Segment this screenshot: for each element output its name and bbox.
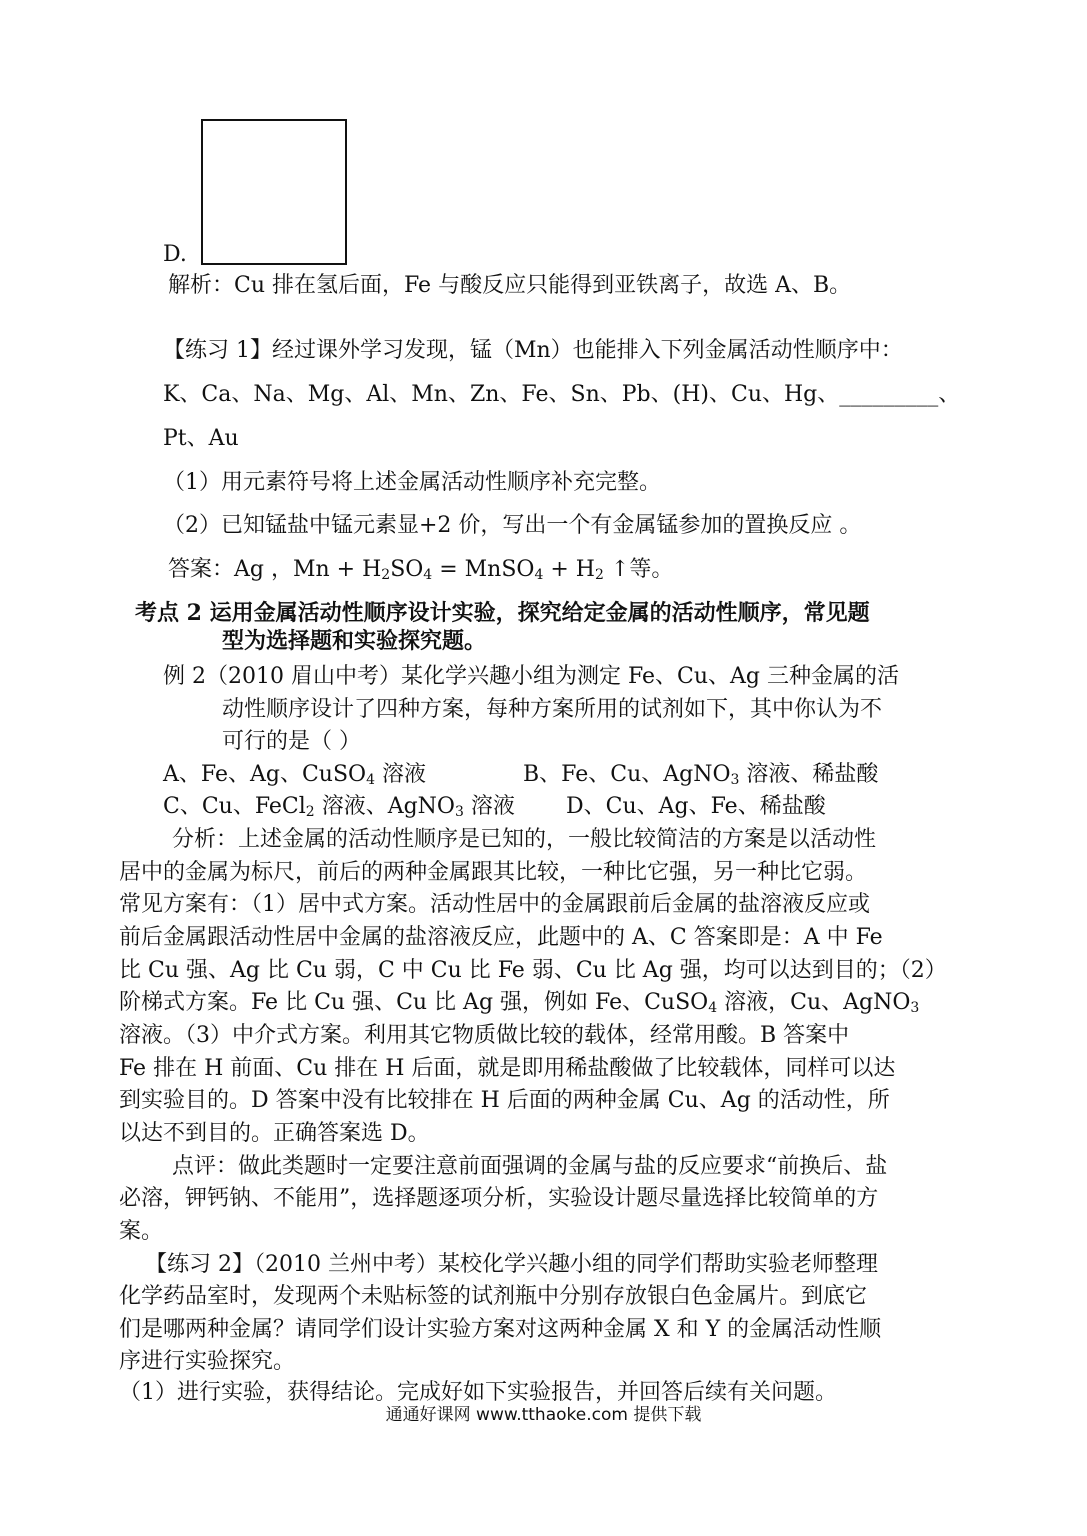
practice-2-line: 们是哪两种金属？请同学们设计实验方案对这两种金属 X 和 Y 的金属活动性顺 (119, 1317, 882, 1342)
analysis-2-line: 常见方案有：（1）居中式方案。活动性居中的金属跟前后金属的盐溶液反应或 (119, 892, 870, 917)
practice-1-answer: 答案：Ag ，$Mn + H_2SO_4$ = MnSO$_4$ + $H_2$ ↑等。 (168, 557, 674, 583)
analysis-2-line: 前后金属跟活动性居中金属的盐溶液反应，此题中的 A、C 答案即是：A 中 Fe (119, 925, 883, 950)
analysis-2-line: 以达不到目的。正确答案选 D。 (119, 1121, 430, 1146)
comment-line: 案。 (119, 1219, 164, 1244)
analysis-2-line: 居中的金属为标尺，前后的两种金属跟其比较，一种比它强，另一种比它弱。 (119, 860, 868, 885)
practice-1-sequence-end: Pt、Au (163, 426, 239, 451)
example-2-line-3: 可行的是（ ） (222, 729, 361, 754)
example-2-line-1: 例 2（2010 眉山中考）某化学兴趣小组为测定 Fe、Cu、Ag 三种金属的活 (163, 664, 900, 689)
analysis-2-line: 溶液。（3）中介式方案。利用其它物质做比较的载体，经常用酸。B 答案中 (119, 1023, 850, 1048)
practice-2-line: 【练习 2】（2010 兰州中考）某校化学兴趣小组的同学们帮助实验老师整理 (145, 1252, 878, 1277)
comment-line: 必溶，钾钙钠、不能用”，选择题逐项分析，实验设计题尽量选择比较简单的方 (119, 1186, 879, 1211)
analysis-2-line: 比 Cu 强、Ag 比 Cu 弱，C 中 Cu 比 Fe 弱、Cu 比 Ag 强，均可以达到目的；（2） (119, 958, 947, 983)
analysis-2-line: 阶梯式方案。Fe 比 Cu 强、Cu 比 Ag 强，例如 Fe、CuSO$_4$ 溶液，Cu、AgNO$_3$ (119, 990, 920, 1016)
practice-1-sequence: K、Ca、Na、Mg、Al、Mn、Zn、Fe、Sn、Pb、(H)、Cu、Hg、_________、 (163, 382, 961, 407)
analysis-2-line: 分析：上述金属的活动性顺序是已知的，一般比较简洁的方案是以活动性 (172, 827, 877, 852)
practice-2-line: 序进行实验探究。 (119, 1349, 296, 1374)
practice-2-question-1: （1）进行实验，获得结论。完成好如下实验报告，并回答后续有关问题。 (119, 1380, 837, 1405)
example-2-option-d: D、Cu、Ag、Fe、稀盐酸 (566, 794, 826, 819)
option-d-image-box (201, 119, 347, 265)
analysis-2-line: 到实验目的。D 答案中没有比较排在 H 后面的两种金属 Cu、Ag 的活动性，所 (119, 1088, 890, 1113)
kaodian-2-heading-cont: 型为选择题和实验探究题。 (222, 628, 487, 654)
example-2-option-c: C、Cu、FeCl$_2$ 溶液、AgNO$_3$ 溶液 (163, 794, 515, 820)
practice-2-line: 化学药品室时，发现两个未贴标签的试剂瓶中分别存放银白色金属片。到底它 (119, 1284, 868, 1309)
analysis-2-line: Fe 排在 H 前面、Cu 排在 H 后面，就是即用稀盐酸做了比较载体，同样可以达 (119, 1056, 896, 1081)
example-2-option-b: B、Fe、Cu、AgNO$_3$ 溶液、稀盐酸 (523, 762, 879, 788)
kaodian-2-heading: 考点 2 运用金属活动性顺序设计实验，探究给定金属的活动性顺序，常见题 (135, 600, 870, 626)
practice-1-title: 【练习 1】经过课外学习发现，锰（Mn）也能排入下列金属活动性顺序中： (163, 338, 903, 363)
comment-line: 点评：做此类题时一定要注意前面强调的金属与盐的反应要求“前换后、盐 (172, 1154, 888, 1179)
practice-1-question-1: （1）用元素符号将上述金属活动性顺序补充完整。 (163, 470, 661, 495)
footer-credit: 通通好课网 www.tthaoke.com 提供下载 (385, 1405, 702, 1425)
example-2-line-2: 动性顺序设计了四种方案，每种方案所用的试剂如下，其中你认为不 (222, 697, 883, 722)
option-d-label: D. (163, 242, 187, 267)
practice-1-question-2: （2）已知锰盐中锰元素显+2 价，写出一个有金属锰参加的置换反应 。 (163, 513, 862, 538)
example-2-option-a: A、Fe、Ag、CuSO$_4$ 溶液 (163, 762, 426, 788)
analysis-1: 解析：Cu 排在氢后面，Fe 与酸反应只能得到亚铁离子，故选 A、B。 (168, 273, 852, 298)
